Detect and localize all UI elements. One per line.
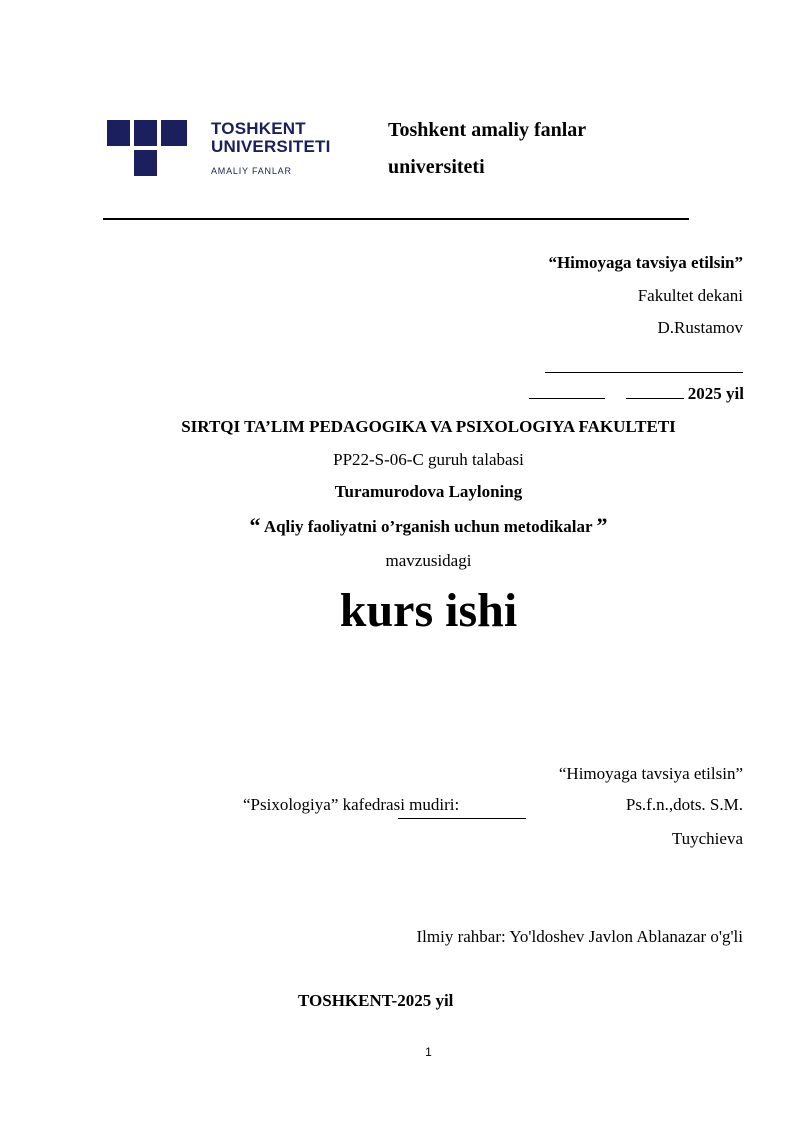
group-label: PP22-S-06-C guruh talabasi bbox=[333, 450, 524, 469]
approval-top-name: D.Rustamov bbox=[657, 318, 743, 337]
kafedra-label: “Psixologiya” kafedrasi mudiri: bbox=[243, 795, 460, 814]
logo-text-line2: UNIVERSITETI bbox=[211, 137, 331, 156]
date-day-blank bbox=[529, 384, 605, 399]
approval-top-role: Fakultet dekani bbox=[637, 286, 743, 305]
topic-title bbox=[0, 513, 800, 539]
signature-line bbox=[545, 372, 743, 373]
approval-year: 2025 yil bbox=[687, 384, 744, 403]
date-month-blank bbox=[626, 384, 684, 399]
work-type-title: kurs ishi bbox=[339, 584, 518, 637]
approval-bottom-title: “Himoyaga tavsiya etilsin” bbox=[558, 764, 743, 783]
logo-mark-icon bbox=[107, 120, 207, 182]
city-year: TOSHKENT-2025 yil bbox=[298, 991, 454, 1010]
approval-date bbox=[529, 384, 743, 404]
approval-top-title: “Himoyaga tavsiya etilsin” bbox=[548, 253, 743, 272]
topic-close-quote: ” bbox=[596, 513, 608, 538]
approval-bottom-name-line1: Ps.f.n.,dots. S.M. bbox=[625, 795, 743, 814]
approval-bottom-name-line2: Tuychieva bbox=[671, 829, 743, 848]
faculty-name: SIRTQI TA’LIM PEDAGOGIKA VA PSIXOLOGIYA FAKULTETI bbox=[181, 417, 676, 436]
student-name: Turamurodova Layloning bbox=[334, 482, 523, 501]
kafedra-signature-line bbox=[398, 818, 526, 819]
logo-text-line3: AMALIY FANLAR bbox=[211, 166, 292, 176]
university-name bbox=[388, 112, 648, 186]
university-logo bbox=[107, 120, 347, 182]
topic-open-quote: “ bbox=[249, 513, 261, 538]
header-divider bbox=[103, 218, 689, 220]
topic-text: Aqliy faoliyatni o’rganish uchun metodikalar bbox=[263, 517, 593, 536]
page-number: 1 bbox=[425, 1045, 432, 1059]
logo-text-line1: TOSHKENT bbox=[211, 119, 306, 138]
supervisor: Ilmiy rahbar: Yo'ldoshev Javlon Ablanazar o'g'li bbox=[416, 927, 743, 946]
topic-suffix: mavzusidagi bbox=[385, 551, 472, 570]
university-name-line1: Toshkent amaliy fanlar bbox=[388, 119, 587, 141]
university-name-line2: universiteti bbox=[388, 156, 485, 178]
